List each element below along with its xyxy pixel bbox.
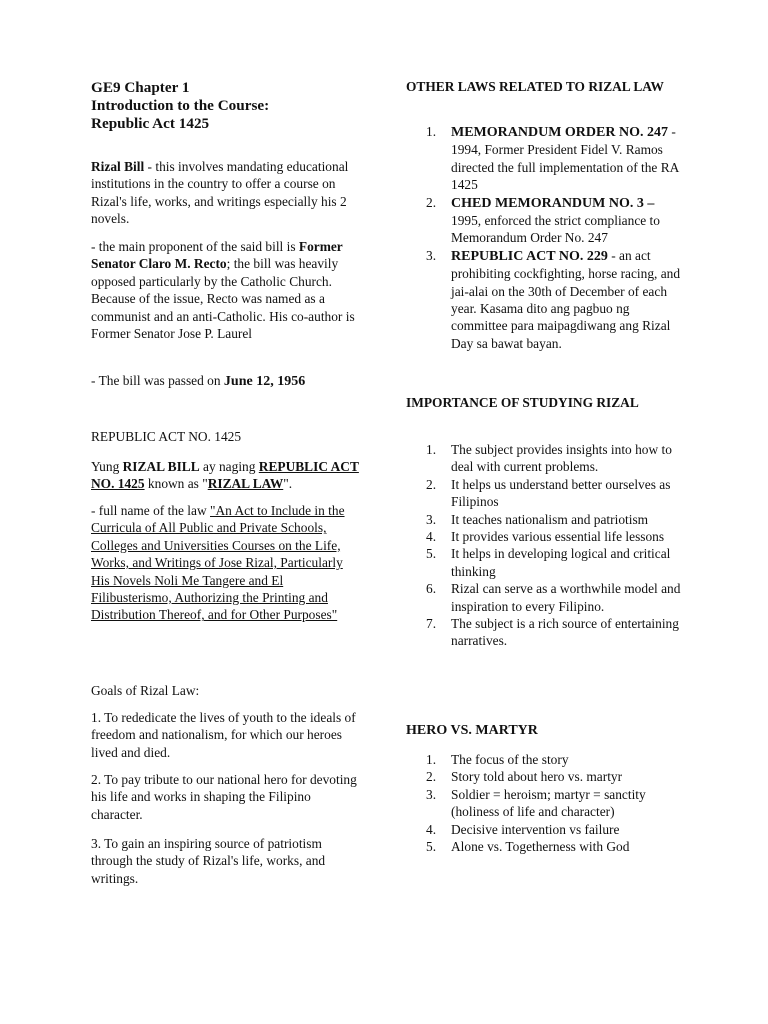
other-laws-heading: OTHER LAWS RELATED TO RIZAL LAW <box>406 79 664 94</box>
goal-2: 2. To pay tribute to our national hero for devoting his life and works in shaping the Filipino character. <box>91 772 357 822</box>
other-laws-list <box>406 123 686 352</box>
list-item: 6. Rizal can serve as a worthwhile model and inspiration to every Filipino. <box>426 581 681 614</box>
goal-3: 3. To gain an inspiring source of patriotism through the study of Rizal's life, works, and writings. <box>91 836 326 886</box>
page-title <box>91 79 269 133</box>
ra-rizal-law: RIZAL LAW <box>207 476 284 492</box>
rizal-bill-definition: - this involves mandating educational institutions in the country to offer a course on Rizal's life, works, and writings especially his 2 novels. <box>91 159 349 227</box>
title-line-1: GE9 Chapter 1 <box>91 79 190 96</box>
list-item: 3. Soldier = heroism; martyr = sanctity (holiness of life and character) <box>426 786 646 820</box>
list-item: 3. It teaches nationalism and patriotism <box>426 511 649 527</box>
list-item: 1. The focus of the story <box>426 752 569 767</box>
list-item: 1. MEMORANDUM ORDER NO. 247 - 1994, Former President Fidel V. Ramos directed the full implementation of the RA 1425 <box>426 124 679 193</box>
passed-pre: - The bill was passed on <box>91 373 224 388</box>
hero-heading: HERO VS. MARTYR <box>406 723 538 738</box>
proponent-pre: - the main proponent of the said bill is <box>91 239 299 254</box>
goals-heading: Goals of Rizal Law: <box>91 683 200 698</box>
title-line-2: Introduction to the Course: <box>91 97 270 114</box>
list-item: 5. Alone vs. Togetherness with God <box>426 839 630 855</box>
ra-text-2: ay naging <box>199 459 259 474</box>
proponent-paragraph <box>91 238 363 342</box>
importance-heading: IMPORTANCE OF STUDYING RIZAL <box>406 395 639 410</box>
ra-text-4: ". <box>283 476 293 492</box>
list-item: 5. It helps in developing logical and critical thinking <box>426 546 671 579</box>
ra-text-1: Yung <box>91 459 123 474</box>
list-item: 2. CHED MEMORANDUM NO. 3 – 1995, enforced the strict compliance to Memorandum Order No. 247 <box>426 194 660 246</box>
list-item: 2. Story told about hero vs. martyr <box>426 769 623 785</box>
passed-paragraph <box>91 372 363 390</box>
list-item: 4. Decisive intervention vs failure <box>426 821 620 837</box>
list-item: 2. It helps us understand better ourselves as Filipinos <box>426 476 671 510</box>
ra-rizal-bill: RIZAL BILL <box>122 459 200 474</box>
list-item: 3. REPUBLIC ACT NO. 229 - an act prohibiting cockfighting, horse racing, and jai-alai on the 30th of December of each year. Kasama dito ang pagbuo ng committee para maipagdiwang ang Rizal Day sa bawat bayan. <box>426 247 681 351</box>
list-item: 7. The subject is a rich source of entertaining narratives. <box>426 616 679 649</box>
passed-date: June 12, 1956 <box>223 374 306 389</box>
list-item: 4. It provides various essential life lessons <box>426 529 665 545</box>
ra-paragraph <box>91 458 363 493</box>
full-name-pre: - full name of the law <box>91 503 210 518</box>
full-name-paragraph <box>91 502 363 624</box>
proponent-post: ; the bill was heavily opposed particularly by the Catholic Church. Because of the issue, Recto was named as a communist and an anti-Catholic. His co-author is Former Senator Jose P. Laurel <box>91 256 355 342</box>
title-line-3: Republic Act 1425 <box>91 115 210 132</box>
rizal-bill-paragraph <box>91 158 363 228</box>
ra-text-3: known as " <box>144 476 208 492</box>
ra-heading: REPUBLIC ACT NO. 1425 <box>91 429 242 444</box>
rizal-bill-term: Rizal Bill <box>91 159 145 174</box>
hero-list <box>406 751 686 855</box>
proponent-name: Former Senator Claro M. Recto <box>91 239 343 272</box>
full-name-of-law: "An Act to Include in the Curricula of All Public and Private Schools, Colleges and Universities Courses on the Life, Works, and Writings of Jose Rizal, Particularly His Novels Noli Me Tangere and El Filibusterismo, Authorizing the Printing and Distribution Thereof, and for Other Purposes" <box>91 503 345 623</box>
list-item: 1. The subject provides insights into how to deal with current problems. <box>426 442 672 475</box>
ra-republic-act: REPUBLIC ACT NO. 1425 <box>91 459 359 492</box>
goal-1: 1. To rededicate the lives of youth to the ideals of freedom and nationalism, for which our heroes lived and died. <box>91 710 356 760</box>
importance-list <box>406 441 686 650</box>
